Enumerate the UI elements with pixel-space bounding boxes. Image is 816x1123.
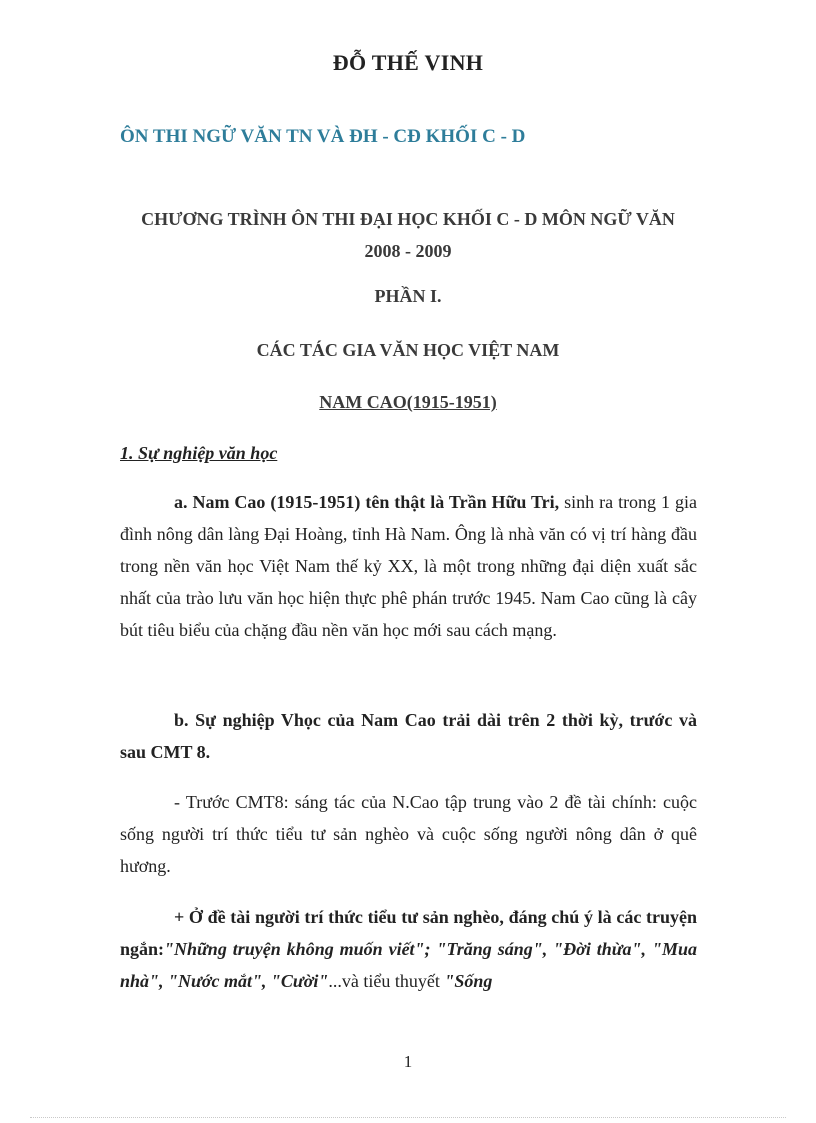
before-revolution-text: - Trước CMT8: sáng tác của N.Cao tập trung vào 2 đề tài chính: cuộc sống người trí thức tiểu tư sản nghèo và cuộc sống người nông dân ở quê hương. [120,792,697,876]
paragraph-before-revolution [120,786,697,882]
novel-title-start: "Sống [444,971,493,991]
program-title-line1: CHƯƠNG TRÌNH ÔN THI ĐẠI HỌC KHỐI C - D MÔN NGỮ VĂN [141,209,675,229]
document-header: ÔN THI NGỮ VĂN TN VÀ ĐH - CĐ KHỐI C - D [120,126,526,147]
story-titles: "Những truyện không muốn viết"; "Trăng sáng", "Đời thừa", "Mua nhà", "Nước mắt", "Cười" [120,939,697,991]
career-text: b. Sự nghiệp Vhọc của Nam Cao trải dài trên 2 thời kỳ, trước và sau CMT 8. [120,710,697,762]
program-title-line2: 2008 - 2009 [364,241,452,261]
biography-text: sinh ra trong 1 gia đình nông dân làng Đại Hoàng, tỉnh Hà Nam. Ông là nhà văn có vị trí hàng đầu trong nền văn học Việt Nam thế kỷ XX, là một trong những đại diện xuất sắc nhất của trào lưu văn học hiện thực phê phán trước 1945. Nam Cao cũng là cây bút tiêu biểu của chặng đầu nền văn học mới sau cách mạng. [120,492,697,640]
author-name: ĐỖ THẾ VINH [332,50,484,75]
paragraph-career [120,704,697,768]
page-bottom-divider [30,1117,786,1118]
intellectual-tail: ...và tiểu thuyết [328,971,445,991]
author-heading: NAM CAO(1915-1951) [319,392,497,412]
paragraph-biography [120,486,697,646]
part-title: PHẦN I. [374,286,442,306]
page-number: 1 [403,1052,413,1071]
authors-title: CÁC TÁC GIA VĂN HỌC VIỆT NAM [256,340,560,360]
intellectual-lead: + Ở đề tài người trí thức tiểu tư sản nghèo, đáng chú ý là các truyện ngắn: [120,907,697,959]
program-title [0,203,816,267]
biography-lead: a. Nam Cao (1915-1951) tên thật là Trần Hữu Tri, [174,492,560,512]
section-title: 1. Sự nghiệp văn học [120,443,278,463]
paragraph-intellectual-theme [120,901,697,997]
